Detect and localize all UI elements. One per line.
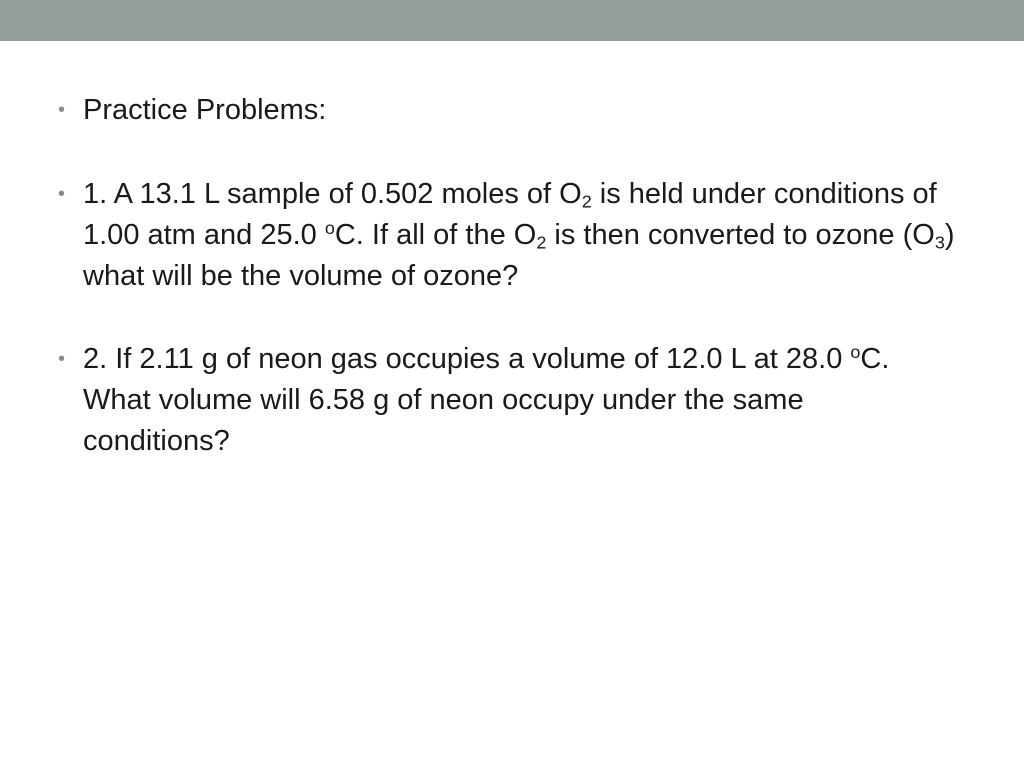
bullet-practice-problems <box>58 90 958 131</box>
problem-1-text <box>83 178 955 292</box>
bullet-marker: • <box>58 99 66 121</box>
subscript: 2 <box>581 191 592 212</box>
problem-1-part-1: 1. A 13.1 L sample of 0.502 moles of O <box>83 178 582 210</box>
problem-2-part-1: 2. If 2.11 g of neon gas occupies a volume of 12.0 L at 28.0 <box>83 343 851 375</box>
bullet-marker: • <box>58 348 66 370</box>
subscript: 3 <box>934 232 945 253</box>
problem-1-part-5: ) what will be the volume of ozone? <box>83 219 955 292</box>
subscript: 2 <box>536 232 547 253</box>
degree-superscript: o <box>324 218 335 239</box>
bullet-problem-2 <box>58 339 958 462</box>
slide-content <box>58 90 958 462</box>
problem-2-part-2: C. What volume will 6.58 g of neon occupy under the same conditions? <box>83 343 890 457</box>
bullet-marker: • <box>58 183 66 205</box>
bullet-problem-1 <box>58 174 958 297</box>
degree-superscript: o <box>850 342 861 363</box>
problem-1-part-2: is held under conditions of 1.00 atm and 25.0 <box>83 178 937 251</box>
slide-header-bar <box>0 0 1024 41</box>
bullet-text: Practice Problems: <box>83 94 327 126</box>
problem-2-text <box>83 343 889 457</box>
problem-1-part-3: C. If all of the O <box>334 219 537 251</box>
problem-1-part-4: is then converted to ozone (O <box>546 219 935 251</box>
